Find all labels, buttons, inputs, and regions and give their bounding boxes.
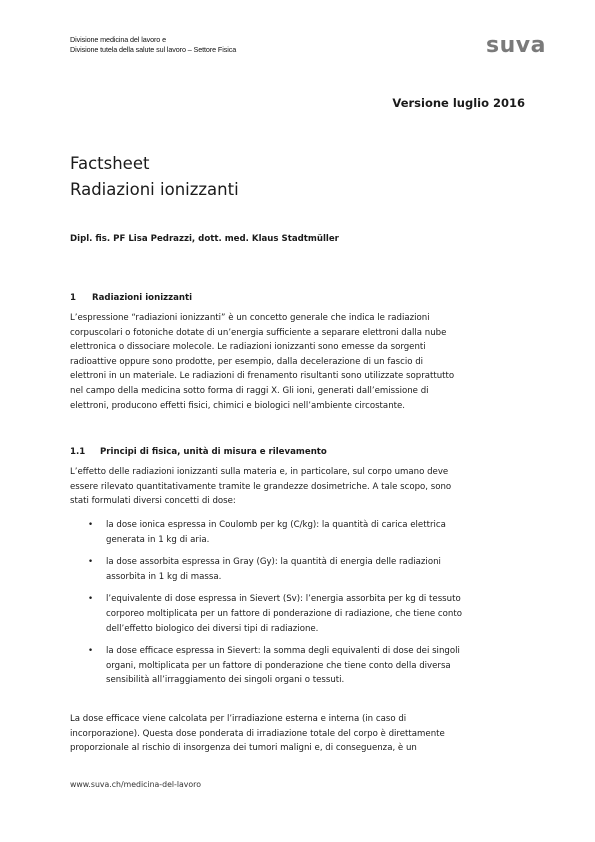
paragraph-line: incorporazione). Questa dose ponderata di irradiazione totale del corpo è direttamente xyxy=(70,728,445,739)
paragraph-line: nel campo della medicina sotto forma di raggi X. Gli ioni, generati dall’emissione di xyxy=(70,385,429,396)
division-line-2: Divisione tutela della salute sul lavoro – Settore Fisica xyxy=(70,44,237,54)
list-item-line: dell’effetto biologico dei diversi tipi di radiazione. xyxy=(106,623,319,634)
bullet-icon: • xyxy=(88,520,94,530)
list-item-line: generata in 1 kg di aria. xyxy=(106,534,210,545)
suva-logo: suva xyxy=(486,33,546,58)
paragraph-line: La dose efficace viene calcolata per l’irradiazione esterna e interna (in caso di xyxy=(70,714,407,724)
list-item-line: la dose assorbita espressa in Gray (Gy): la quantità di energia delle radiazioni xyxy=(106,557,441,568)
list-item-line: la dose efficace espressa in Sievert: la somma degli equivalenti di dose dei singoli xyxy=(106,646,460,657)
list-item-line: l’equivalente di dose espressa in Sievert (Sv): l’energia assorbita per kg di tessuto xyxy=(106,594,461,605)
division-line-1: Divisione medicina del lavoro e xyxy=(70,35,166,44)
list-item-line: la dose ionica espressa in Coulomb per kg (C/kg): la quantità di carica elettrica xyxy=(106,520,446,530)
bullet-icon: • xyxy=(88,646,94,657)
bullet-icon: • xyxy=(88,594,94,605)
section-1-1-intro xyxy=(70,465,535,509)
section-1-paragraph xyxy=(70,311,535,413)
section-number: 1.1 xyxy=(70,447,86,457)
paragraph-line: stati formulati diversi concetti di dose: xyxy=(70,496,236,507)
title-line-1: Factsheet xyxy=(70,154,150,173)
list-item xyxy=(70,644,535,688)
section-1-heading xyxy=(70,293,192,303)
section-1-1-heading xyxy=(70,447,327,457)
list-item xyxy=(70,555,535,584)
paragraph-line: L’espressione “radiazioni ionizzanti” è un concetto generale che indica le radiazioni xyxy=(70,313,430,323)
list-item-line: corporeo moltiplicata per un fattore di ponderazione di radiazione, che tiene conto xyxy=(106,608,462,619)
document-title xyxy=(70,151,239,203)
paragraph-line: L’effetto delle radiazioni ionizzanti sulla materia e, in particolare, sul corpo umano deve xyxy=(70,467,449,477)
section-title: Radiazioni ionizzanti xyxy=(92,293,193,303)
version-label: Versione luglio 2016 xyxy=(392,96,525,110)
list-item-line: organi, moltiplicata per un fattore di ponderazione che tiene conto della diversa xyxy=(106,660,451,671)
section-1-1-closing xyxy=(70,712,535,756)
paragraph-line: elettroni, producono effetti fisici, chimici e biologici nell’ambiente circostante. xyxy=(70,400,406,411)
paragraph-line: elettroni in un materiale. Le radiazioni di frenamento risultanti sono utilizzate soprattutto xyxy=(70,371,455,382)
list-item-line: sensibilità all’irraggiamento dei singoli organi o tessuti. xyxy=(106,675,345,686)
footer-url[interactable]: www.suva.ch/medicina-del-lavoro xyxy=(70,780,201,789)
list-item xyxy=(70,592,535,636)
paragraph-line: essere rilevato quantitativamente tramite le grandezze dosimetriche. A tale scopo, sono xyxy=(70,481,452,492)
paragraph-line: elettronica o dissociare molecole. Le radiazioni ionizzanti sono emesse da sorgenti xyxy=(70,342,426,353)
authors: Dipl. fis. PF Lisa Pedrazzi, dott. med. Klaus Stadtmüller xyxy=(70,234,339,244)
title-line-2: Radiazioni ionizzanti xyxy=(70,180,239,199)
dose-concepts-list xyxy=(70,518,535,696)
section-number: 1 xyxy=(70,293,76,303)
list-item-line: assorbita in 1 kg di massa. xyxy=(106,571,222,582)
paragraph-line: corpuscolari o fotoniche dotate di un’energia sufficiente a separare elettroni dalla nube xyxy=(70,327,447,338)
header-divisions xyxy=(70,35,236,54)
section-title: Principi di fisica, unità di misura e rilevamento xyxy=(100,447,327,457)
paragraph-line: proporzionale al rischio di insorgenza dei tumori maligni e, di conseguenza, è un xyxy=(70,743,417,754)
paragraph-line: radioattive oppure sono prodotte, per esempio, dalla decelerazione di un fascio di xyxy=(70,356,424,367)
list-item xyxy=(70,518,535,547)
bullet-icon: • xyxy=(88,557,94,568)
